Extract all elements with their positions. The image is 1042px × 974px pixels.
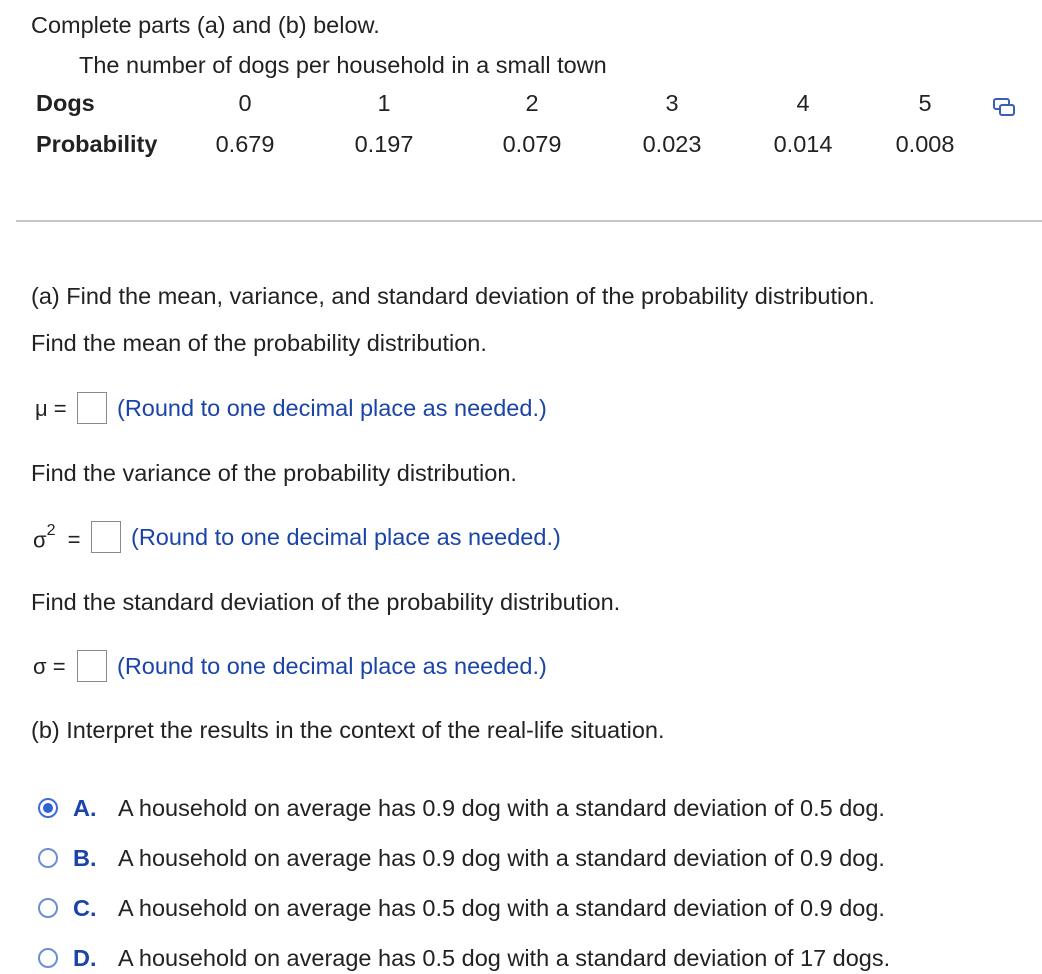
row-label-dogs: Dogs [36,90,95,116]
option-b-text[interactable]: A household on average has 0.9 dog with a standard deviation of 0.9 dog. [118,845,885,871]
mean-prompt: Find the mean of the probability distribution. [31,330,487,356]
probability-cell: 0.679 [215,131,275,157]
option-a-text[interactable]: A household on average has 0.9 dog with a standard deviation of 0.5 dog. [118,795,885,821]
radio-option-a[interactable] [38,798,58,818]
dogs-cell: 4 [796,90,810,116]
squared-exponent: 2 [46,522,56,539]
sigma-symbol: σ [33,527,47,553]
round-hint: (Round to one decimal place as needed.) [131,524,561,550]
radio-option-d[interactable] [38,948,58,968]
option-d-letter: D. [73,945,97,971]
row-label-probability: Probability [36,131,158,157]
dogs-cell: 2 [525,90,539,116]
radio-option-b[interactable] [38,848,58,868]
dogs-cell: 0 [238,90,252,116]
mean-symbol: μ = [35,396,67,421]
radio-option-c[interactable] [38,898,58,918]
dogs-cell: 1 [377,90,391,116]
table-title: The number of dogs per household in a small town [79,52,607,78]
part-a-prompt: (a) Find the mean, variance, and standard deviation of the probability distribution. [31,283,875,309]
option-d-text[interactable]: A household on average has 0.5 dog with a standard deviation of 17 dogs. [118,945,891,971]
option-a-letter: A. [73,795,97,821]
sd-prompt: Find the standard deviation of the probability distribution. [31,589,621,615]
dogs-cell: 3 [665,90,679,116]
option-c-letter: C. [73,895,97,921]
section-divider [16,220,1042,222]
instruction-text: Complete parts (a) and (b) below. [31,12,380,38]
round-hint: (Round to one decimal place as needed.) [117,653,547,679]
probability-cell: 0.023 [642,131,702,157]
variance-prompt: Find the variance of the probability distribution. [31,460,517,486]
sd-symbol: σ = [33,654,66,679]
part-b-prompt: (b) Interpret the results in the context of the real-life situation. [31,717,665,743]
round-hint: (Round to one decimal place as needed.) [117,395,547,421]
variance-symbol [33,522,81,553]
probability-cell: 0.197 [354,131,414,157]
variance-input[interactable] [91,521,121,553]
option-b-letter: B. [73,845,97,871]
probability-cell: 0.014 [773,131,833,157]
sd-input[interactable] [77,650,107,682]
dogs-cell: 5 [918,90,932,116]
option-c-text[interactable]: A household on average has 0.5 dog with a standard deviation of 0.9 dog. [118,895,885,921]
mean-input[interactable] [77,392,107,424]
copy-icon[interactable] [991,96,1017,120]
equals-sign: = [67,527,81,553]
probability-cell: 0.008 [895,131,955,157]
probability-cell: 0.079 [502,131,562,157]
